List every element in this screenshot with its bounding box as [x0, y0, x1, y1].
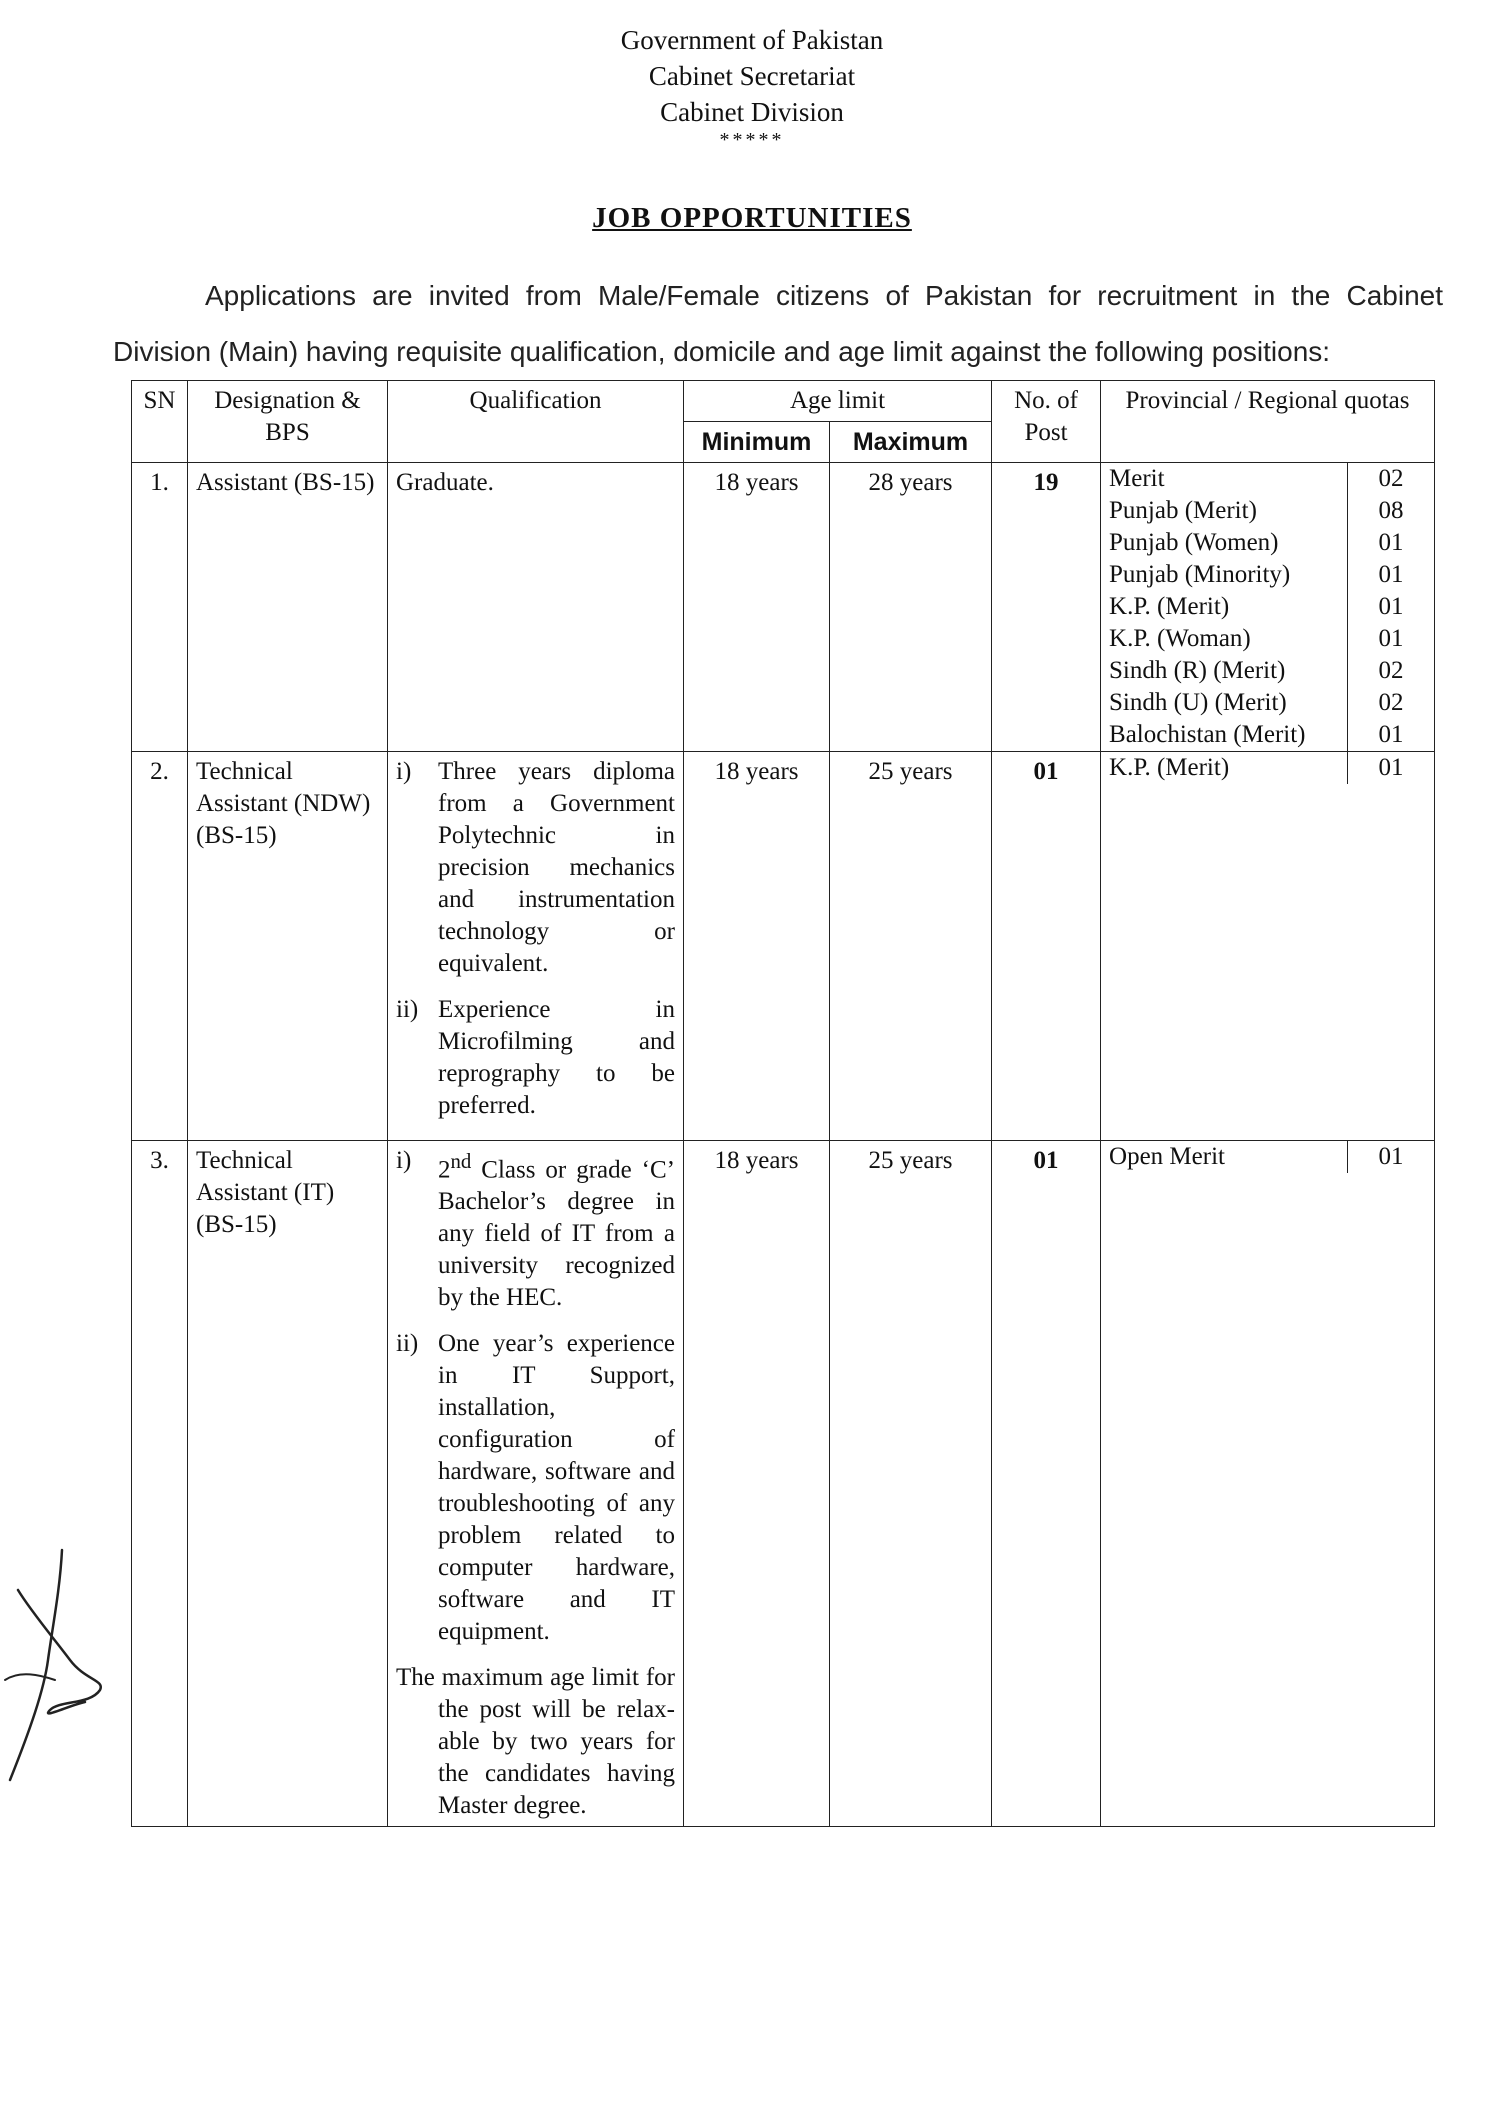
quota-name: Balochistan (Merit)	[1109, 721, 1306, 748]
quota-name: Open Merit	[1109, 1143, 1225, 1170]
intro-text: Applications are invited from Male/Female citizens of Pakistan for recruitment in the Cabinet Division (Main) having requisite qualification, domicile and age limit against the following positions:	[113, 280, 1443, 367]
quota-name: K.P. (Woman)	[1109, 625, 1251, 652]
col-sn: SN	[132, 381, 188, 463]
quota-name: Punjab (Minority)	[1109, 561, 1291, 588]
qualification-text: Three years diploma from a Government Polytechnic in precision mechanics and instrumentation technology or equivalent.	[438, 758, 675, 977]
quota-count: 01	[1348, 559, 1435, 591]
cell-qualification	[388, 752, 684, 1141]
quota-count: 02	[1348, 463, 1435, 495]
quota-item	[1101, 687, 1434, 719]
cell-sn: 2.	[132, 752, 188, 1141]
quota-name: Sindh (U) (Merit)	[1109, 689, 1287, 716]
quota-count: 01	[1348, 591, 1435, 623]
col-designation: Designation & BPS	[188, 381, 388, 463]
quota-name: K.P. (Merit)	[1109, 593, 1230, 620]
quota-item	[1101, 1141, 1434, 1173]
quota-item	[1101, 495, 1434, 527]
cell-max-age: 25 years	[830, 752, 992, 1141]
col-minimum: Minimum	[684, 422, 830, 463]
cell-designation: Technical Assistant (NDW) (BS-15)	[188, 752, 388, 1141]
quota-list	[1101, 752, 1434, 784]
qualification-sup: nd	[450, 1149, 472, 1173]
quota-item	[1101, 527, 1434, 559]
qualification-item	[396, 1145, 675, 1314]
col-maximum: Maximum	[830, 422, 992, 463]
qualification-text: One year’s experience in IT Support, installation, configuration of hardware, software and troubleshooting of any problem related to computer hardware, software and IT equipment.	[438, 1330, 675, 1646]
table-row	[132, 1141, 1435, 1827]
quota-item	[1101, 463, 1434, 495]
quota-count: 02	[1348, 687, 1435, 719]
qualification-text-pre: 2	[438, 1156, 451, 1184]
qualification-text-wrap	[438, 1145, 675, 1314]
cell-posts: 01	[992, 752, 1101, 1141]
cell-min-age: 18 years	[684, 752, 830, 1141]
cell-quotas	[1101, 752, 1435, 1141]
table-row	[132, 752, 1435, 1141]
col-quotas: Provincial / Regional quotas	[1101, 381, 1435, 463]
quota-count: 01	[1348, 719, 1435, 751]
col-posts: No. of Post	[992, 381, 1101, 463]
header-stars: *****	[719, 129, 785, 151]
cell-min-age: 18 years	[684, 1141, 830, 1827]
quota-count: 01	[1348, 623, 1435, 655]
cell-min-age: 18 years	[684, 463, 830, 752]
cell-designation: Technical Assistant (IT) (BS-15)	[188, 1141, 388, 1827]
header-government: Government of Pakistan	[620, 25, 884, 55]
header-division: Cabinet Division	[660, 97, 844, 127]
cell-qualification: Graduate.	[388, 463, 684, 752]
qualification-text: Experience in Microfilming and reprography to be preferred.	[438, 996, 675, 1119]
qualification-item	[396, 1328, 675, 1648]
cell-max-age: 25 years	[830, 1141, 992, 1827]
quota-item	[1101, 591, 1434, 623]
cell-designation: Assistant (BS-15)	[188, 463, 388, 752]
quota-count: 02	[1348, 655, 1435, 687]
quota-count: 01	[1348, 1141, 1435, 1173]
quota-list	[1101, 463, 1434, 751]
quota-count: 01	[1348, 752, 1435, 784]
col-qualification: Qualification	[388, 381, 684, 463]
cell-max-age: 28 years	[830, 463, 992, 752]
quota-item	[1101, 719, 1434, 751]
age-relaxation-note	[396, 1662, 675, 1822]
quota-count: 01	[1348, 527, 1435, 559]
quota-name: Sindh (R) (Merit)	[1109, 657, 1286, 684]
page-title: JOB OPPORTUNITIES	[592, 202, 912, 234]
quota-name: Punjab (Women)	[1109, 529, 1279, 556]
quota-list	[1101, 1141, 1434, 1173]
quota-count: 08	[1348, 495, 1435, 527]
quota-name: Merit	[1109, 465, 1165, 492]
qualification-number: i)	[396, 758, 412, 785]
qualification-item	[396, 994, 675, 1122]
qualification-item	[396, 756, 675, 980]
note-text: The maximum age limit for the post will be relax-able by two years for the candidates having Master degree.	[396, 1664, 675, 1820]
table-row	[132, 463, 1435, 752]
qualification-number: i)	[396, 1147, 412, 1174]
cell-quotas	[1101, 1141, 1435, 1827]
qualification-number: ii)	[396, 996, 419, 1023]
intro-paragraph	[113, 268, 1443, 380]
col-age-limit: Age limit	[684, 381, 992, 422]
quota-item	[1101, 655, 1434, 687]
cell-sn: 1.	[132, 463, 188, 752]
quota-item	[1101, 752, 1434, 784]
document-header	[0, 22, 1504, 150]
header-secretariat: Cabinet Secretariat	[648, 61, 856, 91]
header-row	[132, 381, 1435, 422]
cell-posts: 01	[992, 1141, 1101, 1827]
qualification-text: Class or grade ‘C’ Bachelor’s degree in any field of IT from a university recognized by the HEC.	[438, 1156, 675, 1312]
qualification-number: ii)	[396, 1330, 419, 1358]
quota-name: K.P. (Merit)	[1109, 754, 1230, 781]
jobs-table	[131, 380, 1435, 1827]
cell-sn: 3.	[132, 1141, 188, 1827]
quota-name: Punjab (Merit)	[1109, 497, 1257, 524]
quota-item	[1101, 559, 1434, 591]
quota-item	[1101, 623, 1434, 655]
signature-mark	[0, 1530, 120, 1790]
cell-posts: 19	[992, 463, 1101, 752]
cell-quotas	[1101, 463, 1435, 752]
cell-qualification	[388, 1141, 684, 1827]
